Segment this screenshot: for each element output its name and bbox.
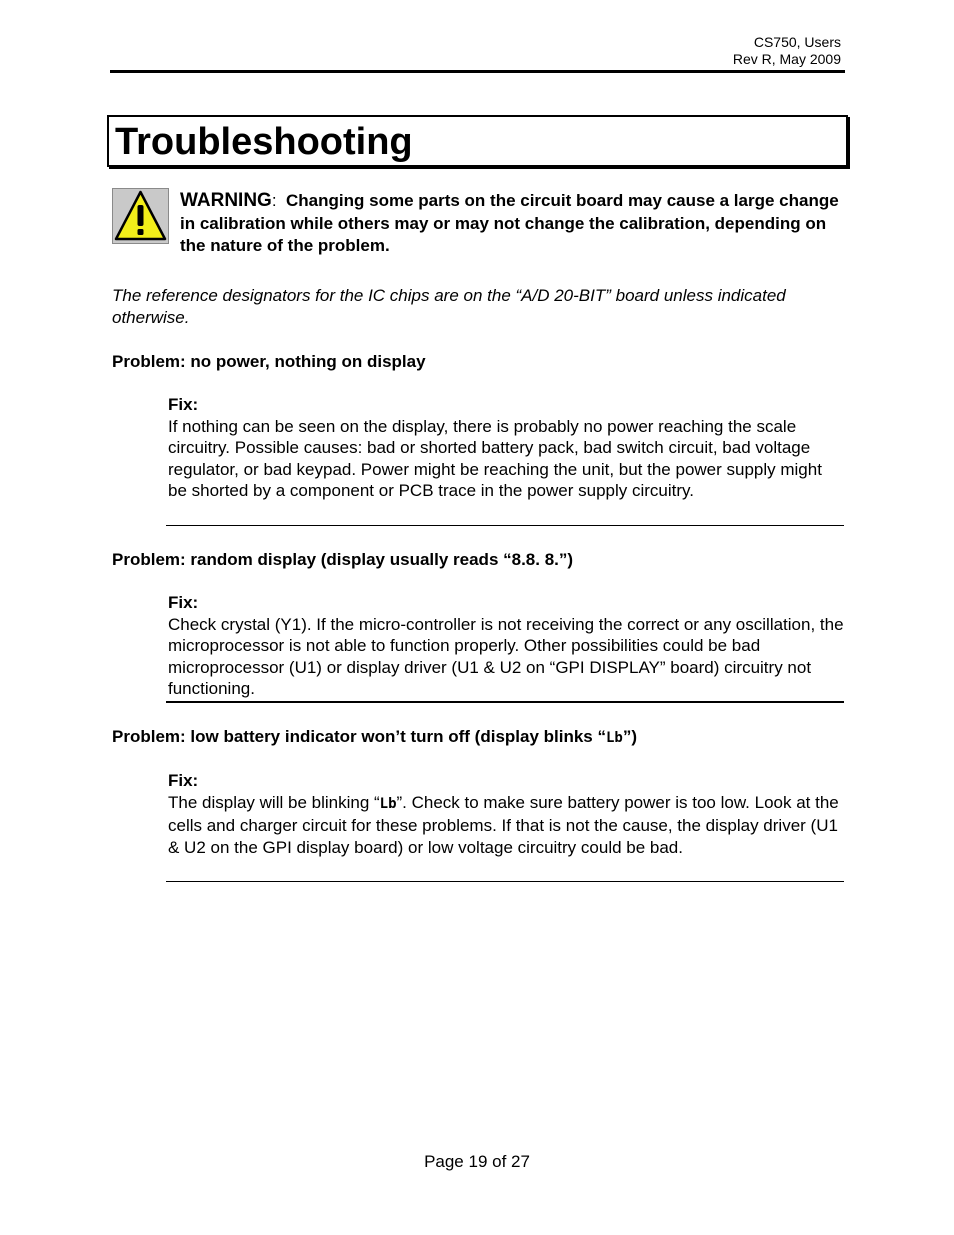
page-header bbox=[733, 34, 841, 68]
lb-display-code: Lb bbox=[605, 730, 623, 746]
problem-3-title bbox=[112, 726, 637, 749]
warning-text: Changing some parts on the circuit board may cause a large change in calibration while others may or may not change the calibration, depending on the nature of the problem. bbox=[180, 191, 839, 255]
fix-2 bbox=[166, 592, 844, 703]
warning-colon: : bbox=[271, 191, 277, 210]
problem-3-title-end: ”) bbox=[622, 727, 638, 746]
problem-1-title: Problem: no power, nothing on display bbox=[112, 352, 426, 371]
header-divider bbox=[110, 70, 845, 73]
warning-label: WARNING bbox=[180, 190, 272, 211]
page-title: Troubleshooting bbox=[115, 121, 413, 163]
title-box bbox=[107, 115, 848, 167]
fix-3-label: Fix: bbox=[168, 771, 199, 790]
fix-1-label: Fix: bbox=[168, 395, 199, 414]
warning-notice bbox=[180, 190, 848, 258]
fix-1-text: If nothing can be seen on the display, there is probably no power reaching the scale circuitry. Possible causes: bad or shorted battery pack, bad switch circuit, bad voltage regulator, or bad keypad. Power might be reaching the unit, but the power supply might be shorted by a component or PCB trace in the power supply circuitry. bbox=[168, 416, 822, 500]
fix-2-label: Fix: bbox=[168, 593, 199, 612]
problem-3-title-start: Problem: low battery indicator won’t turn off (display blinks “ bbox=[112, 727, 606, 746]
problem-2-title: Problem: random display (display usually reads “8.8. 8.”) bbox=[112, 550, 574, 569]
lb-display-code: Lb bbox=[379, 795, 397, 812]
header-doc-title: CS750, Users bbox=[753, 34, 841, 50]
warning-triangle-icon bbox=[112, 188, 169, 244]
fix-3-text-end: ”. Check to make sure battery power is too low. Look at the cells and charger circuit for these problems. If that is not the cause, the display driver (U1 & U2 on the GPI display board) or low voltage circuitry could be bad. bbox=[168, 792, 839, 857]
fix-2-text: Check crystal (Y1). If the micro-controller is not receiving the correct or any oscillation, the microprocessor is not able to function properly. Other possibilities could be bad microprocessor (U1) or display driver (U1 & U2 on “GPI DISPLAY” board) circuitry not functioning. bbox=[168, 614, 844, 698]
fix-3-text-start: The display will be blinking “ bbox=[168, 792, 380, 812]
header-revision: Rev R, May 2009 bbox=[732, 51, 841, 67]
intro-note: The reference designators for the IC chips are on the “A/D 20-BIT” board unless indicated otherwise. bbox=[112, 286, 786, 327]
fix-3-text bbox=[166, 792, 844, 860]
page-number: Page 19 of 27 bbox=[424, 1152, 530, 1171]
fix-1 bbox=[166, 394, 844, 526]
fix-3 bbox=[166, 770, 844, 882]
